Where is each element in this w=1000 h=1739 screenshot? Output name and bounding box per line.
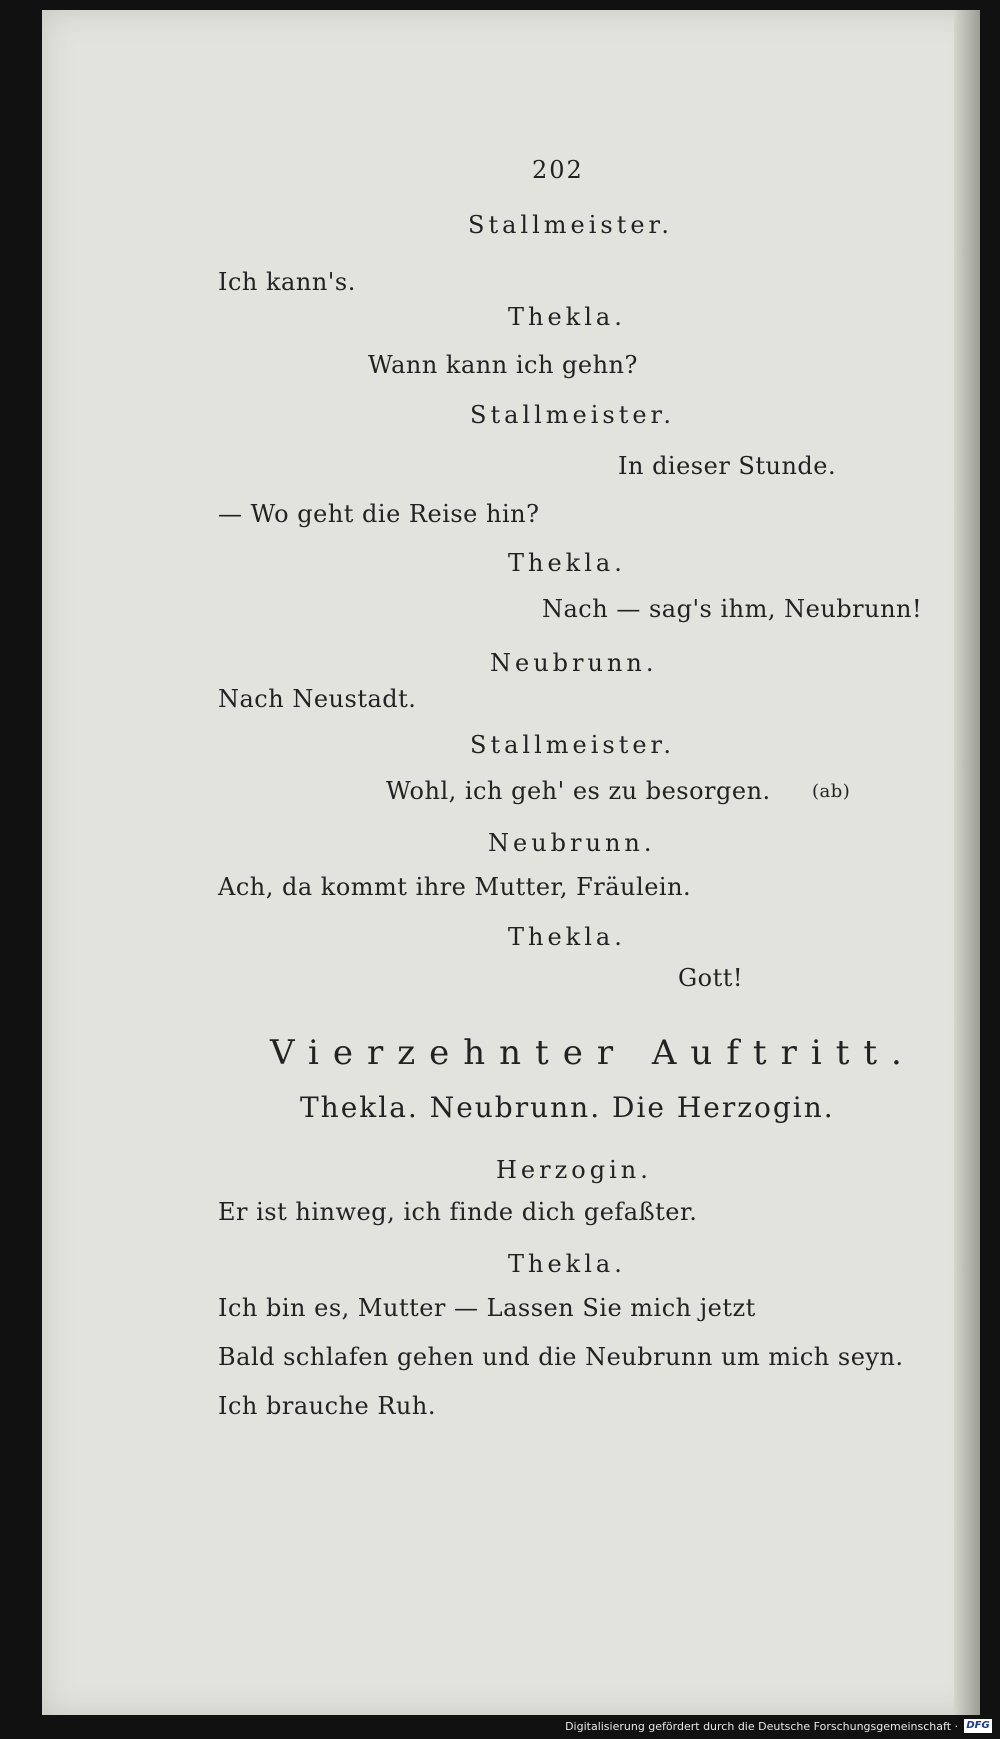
verse-line: In dieser Stunde. (618, 452, 837, 480)
verse-line: Er ist hinweg, ich finde dich gefaßter. (218, 1198, 698, 1226)
page-gutter (954, 10, 980, 1715)
speaker-label: Stallmeister. (470, 731, 676, 759)
speaker-label: Thekla. (508, 549, 626, 577)
verse-line: — Wo geht die Reise hin? (218, 500, 540, 528)
verse-line: Nach — sag's ihm, Neubrunn! (542, 595, 923, 623)
verse-line: Wohl, ich geh' es zu besorgen. (386, 777, 771, 805)
speaker-label: Thekla. (508, 923, 626, 951)
verse-line: Ich bin es, Mutter — Lassen Sie mich jetzt (218, 1294, 756, 1322)
speaker-label: Neubrunn. (488, 829, 656, 857)
verse-line: Bald schlafen gehen und die Neubrunn um mich seyn. (218, 1343, 904, 1371)
stage-direction: (ab) (812, 781, 851, 802)
digitization-footer (0, 1715, 1000, 1739)
speaker-label: Thekla. (508, 303, 626, 331)
book-page (42, 10, 980, 1715)
scene-title: Vierzehnter Auftritt. (270, 1033, 916, 1073)
verse-line: Ach, da kommt ihre Mutter, Fräulein. (218, 873, 692, 901)
verse-line: Ich kann's. (218, 268, 356, 296)
speaker-label: Herzogin. (496, 1156, 652, 1184)
verse-line: Ich brauche Ruh. (218, 1392, 436, 1420)
verse-line: Gott! (678, 964, 744, 992)
verse-line: Nach Neustadt. (218, 685, 417, 713)
verse-line: Wann kann ich gehn? (368, 351, 638, 379)
footer-credit: Digitalisierung gefördert durch die Deutsche Forschungsgemeinschaft · (565, 1720, 958, 1733)
dfg-logo: DFG (964, 1719, 992, 1733)
page-number: 202 (532, 156, 584, 184)
cast-list: Thekla. Neubrunn. Die Herzogin. (300, 1091, 835, 1124)
speaker-label: Stallmeister. (468, 211, 674, 239)
speaker-label: Neubrunn. (490, 649, 658, 677)
speaker-label: Thekla. (508, 1250, 626, 1278)
speaker-label: Stallmeister. (470, 401, 676, 429)
